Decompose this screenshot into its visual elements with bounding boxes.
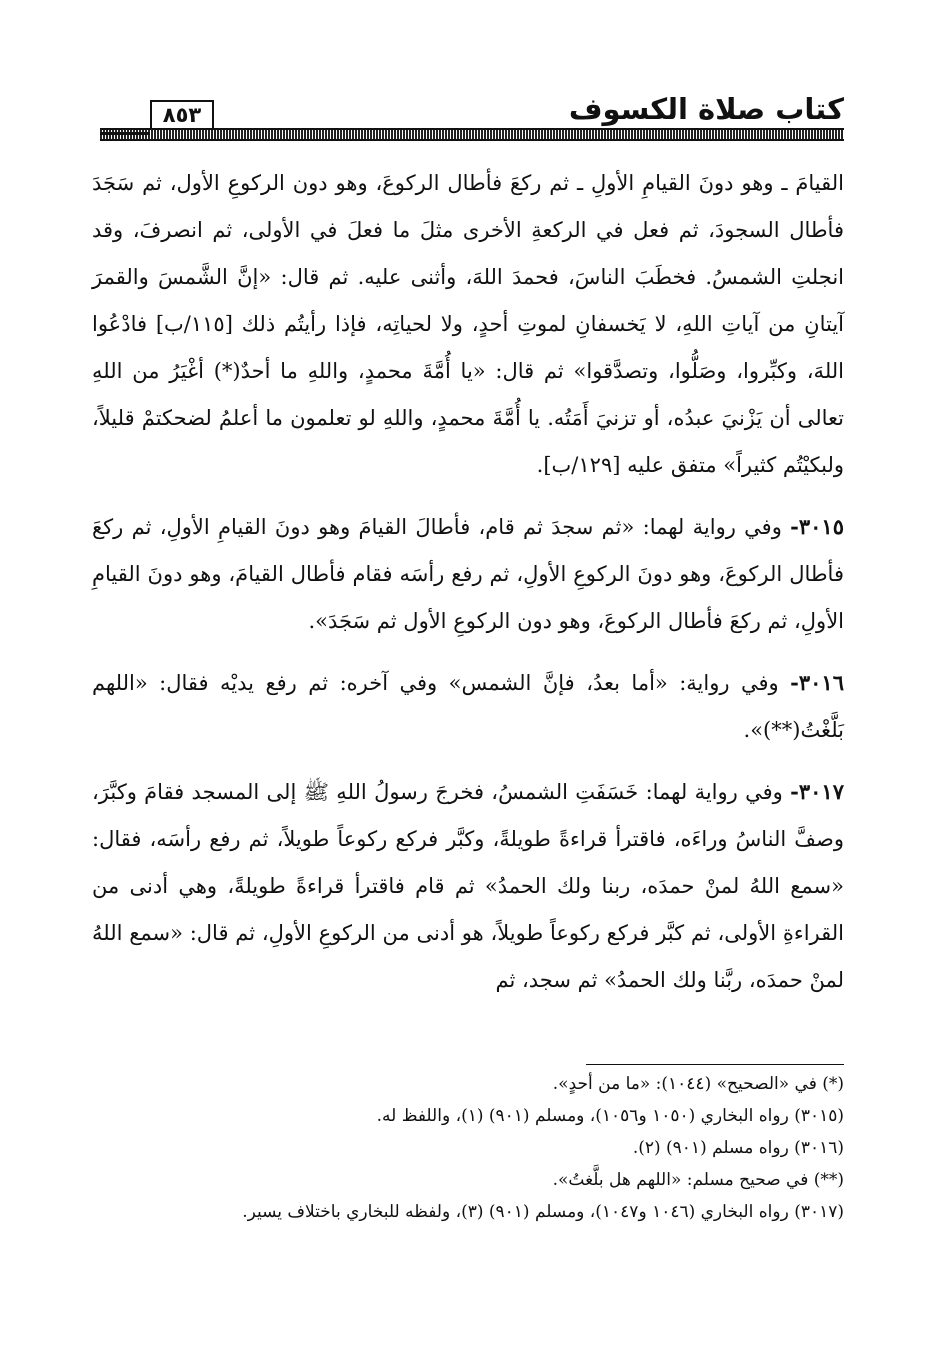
main-text bbox=[92, 160, 844, 1018]
paragraph-text: وفي رواية لهما: «ثم سجدَ ثم قام، فأطالَ القيامَ وهو دونَ القيامِ الأولِ، ثم ركعَ فأطال الركوعَ، وهو دونَ الركوعِ الأولِ، ثم رفع رأسَه فقام فأطال القيامَ، وهو دونَ القيامِ الأولِ، ثم ركعَ فأطال الركوعَ، وهو دون الركوعِ الأول ثم سَجَدَ». bbox=[92, 515, 844, 633]
hadith-number: ٣٠١٥- bbox=[790, 514, 844, 539]
hadith-3016 bbox=[92, 659, 844, 754]
page-number: ٨٥٣ bbox=[150, 100, 214, 130]
paragraph-text: وفي رواية: «أما بعدُ، فإنَّ الشمس» وفي آخره: ثم رفع يديْه فقال: «اللهم بَلَّغْتُ(**)». bbox=[92, 671, 844, 742]
hadith-number: ٣٠١٦- bbox=[790, 670, 844, 695]
page-header bbox=[92, 88, 844, 140]
footnotes bbox=[92, 1068, 844, 1228]
hadith-3017 bbox=[92, 768, 844, 1004]
footnote: (٣٠١٦) رواه مسلم (٩٠١) (٢). bbox=[632, 1138, 844, 1158]
paragraph-text: وفي رواية لهما: خَسَفَتِ الشمسُ، فخرجَ رسولُ اللهِ ﷺ إلى المسجد فقامَ وكبَّرَ، وصفَّ الناسُ وراءَه، فاقترأ قراءةً طويلةً، وكبَّر فركع ركوعاً طويلاً، ثم رفع رأسَه، فقال: «سمع اللهُ لمنْ حمدَه، ربنا ولك الحمدُ» ثم قام فاقترأ قراءةً طويلةً، وهي أدنى من القراءةِ الأولى، ثم كبَّر فركع ركوعاً طويلاً، هو أدنى من الركوعِ الأولِ، ثم قال: «سمع اللهُ لمنْ حمدَه، ربَّنا ولك الحمدُ» ثم سجد، ثم bbox=[92, 780, 844, 992]
paragraph-continued bbox=[92, 160, 844, 489]
footnote: (*) في «الصحيح» (١٠٤٤): «ما من أحدٍ». bbox=[552, 1074, 844, 1094]
footnote-separator bbox=[586, 1064, 844, 1065]
hadith-number: ٣٠١٧- bbox=[790, 779, 844, 804]
book-title: كتاب صلاة الكسوف bbox=[568, 92, 844, 126]
footnote: (**) في صحيح مسلم: «اللهم هل بلَّغتُ». bbox=[552, 1170, 844, 1190]
paragraph-text: القيامَ ـ وهو دونَ القيامِ الأولِ ـ ثم ركعَ فأطال الركوعَ، وهو دون الركوعِ الأول، ثم سَجَدَ فأطال السجودَ، ثم فعل في الركعةِ الأخرى مثلَ ما فعلَ في الأولى، ثم انصرفَ، وقد انجلتِ الشمسُ. فخطَبَ الناسَ، فحمدَ اللهَ، وأثنى عليه. ثم قال: «إنَّ الشَّمسَ والقمرَ آيتانِ من آياتِ اللهِ، لا يَخسفانِ لموتِ أحدٍ، ولا لحياتِه، فإذا رأيتُم ذلك [١١٥/ب] فادْعُوا اللهَ، وكبِّروا، وصَلُّوا، وتصدَّقوا» ثم قال: «يا أُمَّةَ محمدٍ، واللهِ ما أحدٌ(*) أغْيَرُ من اللهِ تعالى أن يَزْنيَ عبدُه، أو تزنيَ أَمَتُه. يا أُمَّةَ محمدٍ، واللهِ لو تعلمون ما أعلمُ لضحكتمْ قليلاً، ولبكيْتُم كثيراً» متفق عليه [١٢٩/ب]. bbox=[92, 171, 844, 477]
hadith-3015 bbox=[92, 503, 844, 645]
header-rule-left bbox=[100, 132, 150, 135]
footnote: (٣٠١٧) رواه البخاري (١٠٤٦ و١٠٤٧)، ومسلم (٩٠١) (٣)، ولفظه للبخاري باختلاف يسير. bbox=[242, 1202, 844, 1222]
footnote: (٣٠١٥) رواه البخاري (١٠٥٠ و١٠٥٦)، ومسلم (٩٠١) (١)، واللفظ له. bbox=[376, 1106, 844, 1126]
